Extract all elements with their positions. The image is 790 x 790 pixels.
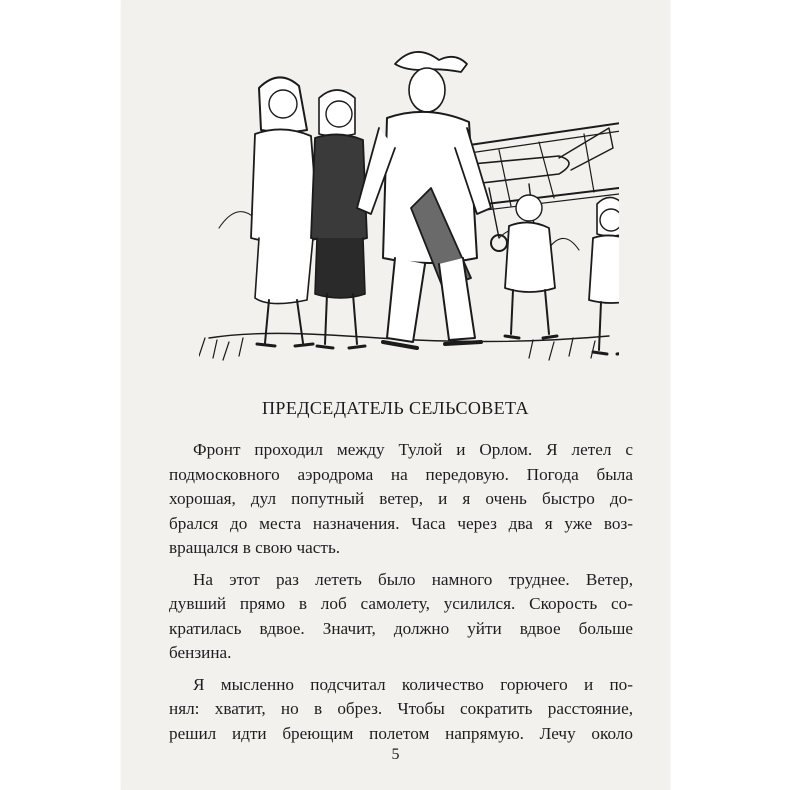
text-line: нял: хватит, но в обрез. Чтобы сократить расстояние, [169,699,633,718]
text-line: брался до места назначения. Часа через два я уже воз- [169,513,633,533]
chapter-text [169,438,633,753]
text-line: вращался в свою часть. [169,538,341,557]
text-line: Я мысленно подсчитал количество горючего и по- [193,674,633,694]
page-number: 5 [391,746,400,763]
text-line: бензина. [169,643,232,662]
text-line: На этот раз лететь было намного труднее. Ветер, [193,569,633,589]
chapter-heading [121,398,670,419]
paragraph-3 [169,673,633,747]
chapter-illustration [199,38,619,378]
text-line: Фронт проходил между Тулой и Орлом. Я летел с [193,440,633,459]
chapter-heading-text: ПРЕДСЕДАТЕЛЬ СЕЛЬСОВЕТА [262,398,529,418]
text-line: подмосковного аэродрома на передовую. Погода была [169,464,633,484]
text-line: дувший прямо в лоб самолету, усилился. Скорость со- [169,594,633,613]
paragraph-1 [169,438,633,561]
book-page [121,0,670,790]
paragraph-2 [169,568,633,666]
text-line: решил идти бреющим полетом напрямую. Лечу около [169,723,633,743]
text-line: хорошая, дул попутный ветер, и я очень быстро до- [169,489,633,508]
text-line: кратилась вдвое. Значит, должно уйти вдвое больше [169,618,633,638]
